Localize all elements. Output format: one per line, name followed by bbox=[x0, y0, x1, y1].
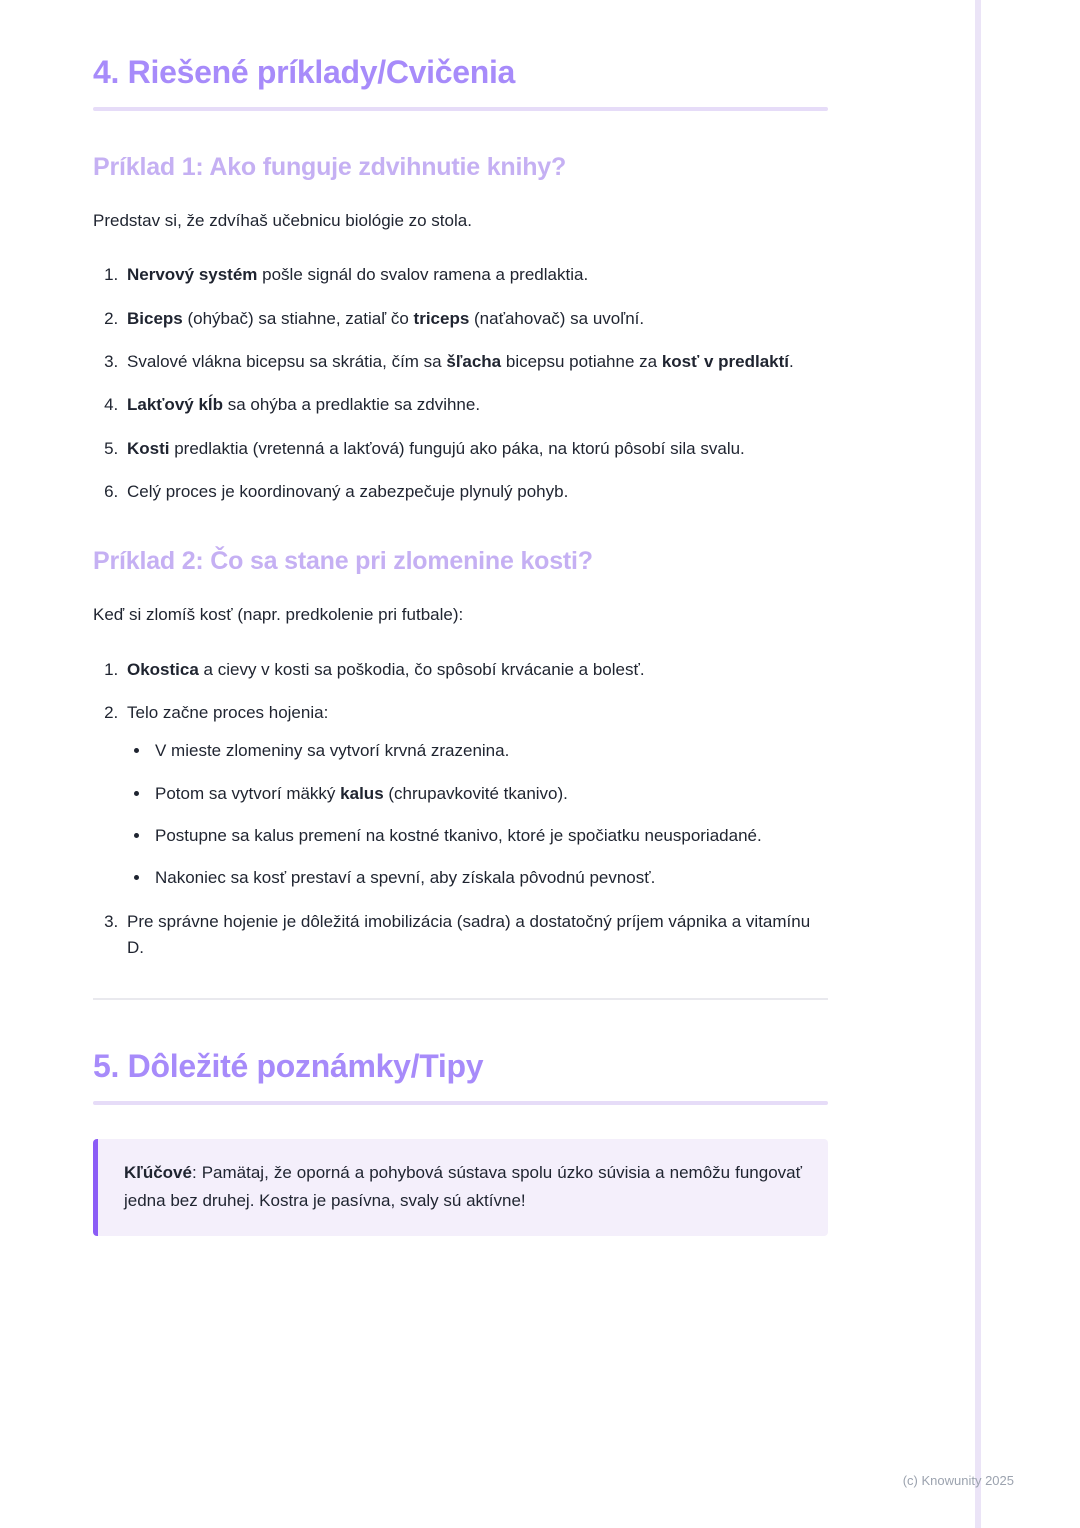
example-2-list bbox=[93, 657, 828, 962]
list-item bbox=[123, 392, 828, 418]
list-item bbox=[123, 436, 828, 462]
list-item-text: Postupne sa kalus premení na kostné tkanivo, ktoré je spočiatku neusporiadané. bbox=[155, 826, 762, 846]
list-item-text: Celý proces je koordinovaný a zabezpečuje plynulý pohyb. bbox=[127, 482, 569, 502]
list-item-text: Nakoniec sa kosť prestaví a spevní, aby získala pôvodnú pevnosť. bbox=[155, 868, 656, 888]
list-item bbox=[151, 823, 828, 849]
example-1-list bbox=[93, 262, 828, 505]
example-2-heading: Príklad 2: Čo sa stane pri zlomenine kosti? bbox=[93, 547, 593, 576]
list-item bbox=[123, 909, 828, 962]
example-2-intro: Keď si zlomíš kosť (napr. predkolenie pri futbale): bbox=[93, 605, 464, 625]
list-item-text: Telo začne proces hojenia: bbox=[127, 703, 329, 723]
list-item-text: Okostica a cievy v kosti sa poškodia, čo spôsobí krvácanie a bolesť. bbox=[127, 659, 645, 679]
list-item bbox=[123, 700, 828, 892]
example-1-heading: Príklad 1: Ako funguje zdvihnutie knihy? bbox=[93, 153, 567, 181]
list-item bbox=[123, 262, 828, 288]
footer-credit: (c) Knowunity 2025 bbox=[902, 1473, 1014, 1488]
section-divider bbox=[93, 998, 828, 1000]
list-item-text: Potom sa vytvorí mäkký kalus (chrupavkovité tkanivo). bbox=[155, 783, 568, 803]
list-item-text: Svalové vlákna bicepsu sa skrátia, čím sa šľacha bicepsu potiahne za kosť v predlaktí. bbox=[127, 352, 794, 372]
page-edge-line bbox=[975, 0, 981, 1528]
document-content bbox=[93, 0, 828, 1236]
section-4-title-underline bbox=[93, 107, 828, 111]
list-item bbox=[123, 657, 828, 683]
list-item bbox=[123, 306, 828, 332]
list-item bbox=[123, 479, 828, 505]
example-1-intro: Predstav si, že zdvíhaš učebnicu biológie zo stola. bbox=[93, 211, 472, 230]
list-item bbox=[151, 865, 828, 891]
list-item bbox=[151, 781, 828, 807]
list-item-text: Biceps (ohýbač) sa stiahne, zatiaľ čo triceps (naťahovač) sa uvoľní. bbox=[127, 308, 645, 328]
list-item-text: Lakťový kĺb sa ohýba a predlaktie sa zdvihne. bbox=[127, 395, 481, 415]
section-5-title-underline bbox=[93, 1101, 828, 1105]
list-item-text: V mieste zlomeniny sa vytvorí krvná zrazenina. bbox=[155, 741, 510, 761]
key-note-callout bbox=[93, 1139, 828, 1237]
healing-steps-list bbox=[127, 738, 828, 891]
section-4-title: 4. Riešené príklady/Cvičenia bbox=[93, 54, 516, 90]
section-5-title: 5. Dôležité poznámky/Tipy bbox=[93, 1047, 484, 1084]
list-item-text: Kosti predlaktia (vretenná a lakťová) fungujú ako páka, na ktorú pôsobí sila svalu. bbox=[127, 438, 745, 458]
list-item-text: Pre správne hojenie je dôležitá imobilizácia (sadra) a dostatočný príjem vápnika a vitamínu D. bbox=[127, 911, 811, 958]
list-item bbox=[123, 349, 828, 375]
list-item-text: Nervový systém pošle signál do svalov ramena a predlaktia. bbox=[127, 265, 589, 285]
key-note-text: Kľúčové: Pamätaj, že oporná a pohybová sústava spolu úzko súvisia a nemôžu fungovať jedna bez druhej. Kostra je pasívna, svaly sú aktívne! bbox=[124, 1162, 802, 1211]
list-item bbox=[151, 738, 828, 764]
